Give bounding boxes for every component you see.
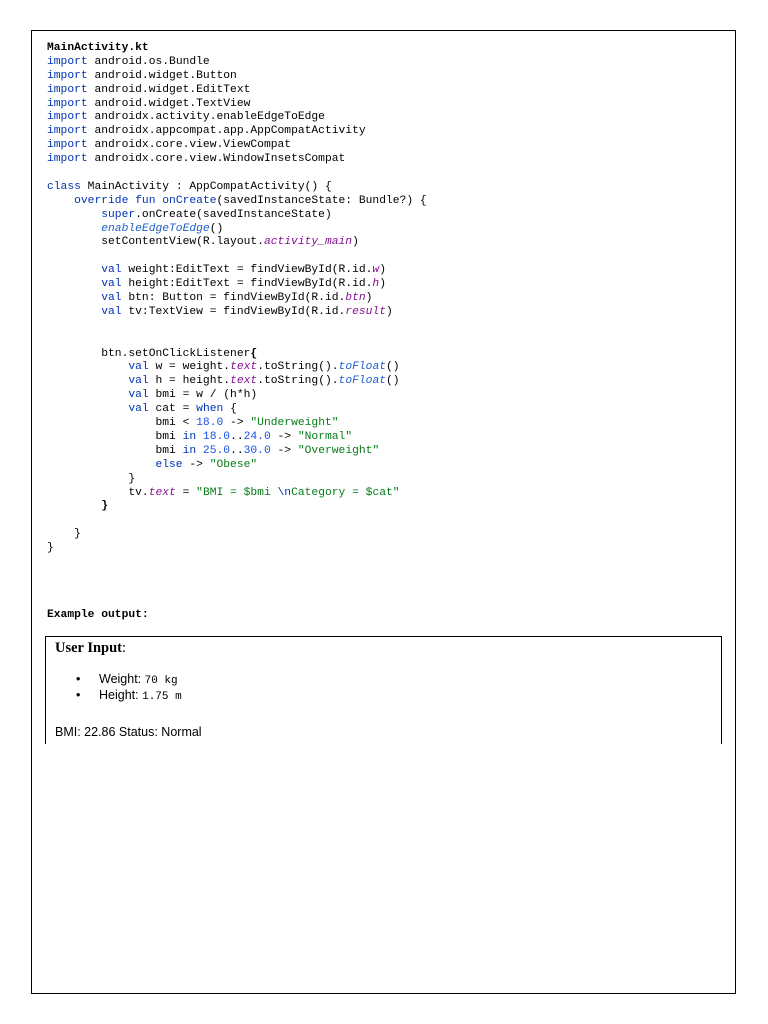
- code-line-import: import android.widget.TextView: [47, 97, 251, 110]
- code-line-import: import android.widget.Button: [47, 69, 237, 82]
- user-input-list: [76, 671, 182, 703]
- code-line-val-w: val w = weight.text.toString().toFloat(): [128, 361, 400, 374]
- code-line-edge: enableEdgeToEdge(): [101, 222, 224, 235]
- code-line-val-h: val h = height.text.toString().toFloat(): [128, 375, 400, 388]
- code-line-override: override fun onCreate(savedInstanceState: Bundle?) {: [74, 194, 427, 207]
- example-output-label: Example output:: [47, 609, 149, 621]
- code-line-close-when: }: [47, 472, 136, 485]
- code-line-listener: btn.setOnClickListener{: [47, 347, 258, 360]
- code-block: [47, 42, 427, 556]
- bullet-icon: •: [76, 688, 81, 702]
- code-line-val-bmi: val bmi = w / (h*h): [128, 389, 258, 402]
- code-line-case-normal: bmi in 18.0..24.0 -> "Normal": [47, 430, 353, 443]
- code-line-val-height: val height:EditText = findViewById(R.id.h): [101, 278, 386, 291]
- code-line-import: import androidx.appcompat.app.AppCompatActivity: [47, 125, 366, 138]
- code-line-import: import android.widget.EditText: [47, 83, 251, 96]
- code-line-val-tv: val tv:TextView = findViewById(R.id.result): [101, 305, 393, 318]
- code-line-val-cat: val cat = when {: [128, 403, 237, 416]
- code-line-import: import androidx.core.view.ViewCompat: [47, 139, 292, 152]
- code-line-import: import androidx.activity.enableEdgeToEdge: [47, 111, 325, 124]
- bmi-result: BMI: 22.86 Status: Normal: [55, 725, 202, 739]
- code-line-close-class: }: [47, 542, 54, 555]
- user-input-heading: User Input:: [55, 640, 127, 656]
- list-item-height: • Height: 1.75 m: [76, 688, 182, 703]
- code-line-case-underweight: bmi < 18.0 -> "Underweight": [47, 417, 339, 430]
- code-line-close-fn: }: [47, 528, 81, 541]
- code-line-import: import androidx.core.view.WindowInsetsCompat: [47, 153, 346, 166]
- code-line-val-weight: val weight:EditText = findViewById(R.id.w): [101, 264, 386, 277]
- code-line-case-obese: else -> "Obese": [155, 458, 258, 471]
- example-output-box: [45, 636, 722, 744]
- code-line-class: class MainActivity : AppCompatActivity() {: [47, 180, 332, 193]
- list-item-weight: • Weight: 70 kg: [76, 672, 178, 687]
- code-line-close-listener: }: [47, 500, 109, 513]
- code-line-case-overweight: bmi in 25.0..30.0 -> "Overweight": [47, 444, 380, 457]
- bullet-icon: •: [76, 672, 81, 686]
- code-filename: MainActivity.kt: [47, 42, 149, 54]
- code-line-import: import android.os.Bundle: [47, 55, 210, 68]
- code-line-tv-text: tv.text = "BMI = $bmi \nCategory = $cat": [47, 486, 400, 499]
- code-line-setcontentview: setContentView(R.layout.activity_main): [47, 236, 359, 249]
- code-line-val-btn: val btn: Button = findViewById(R.id.btn): [101, 292, 373, 305]
- code-line-super: super.onCreate(savedInstanceState): [101, 208, 332, 221]
